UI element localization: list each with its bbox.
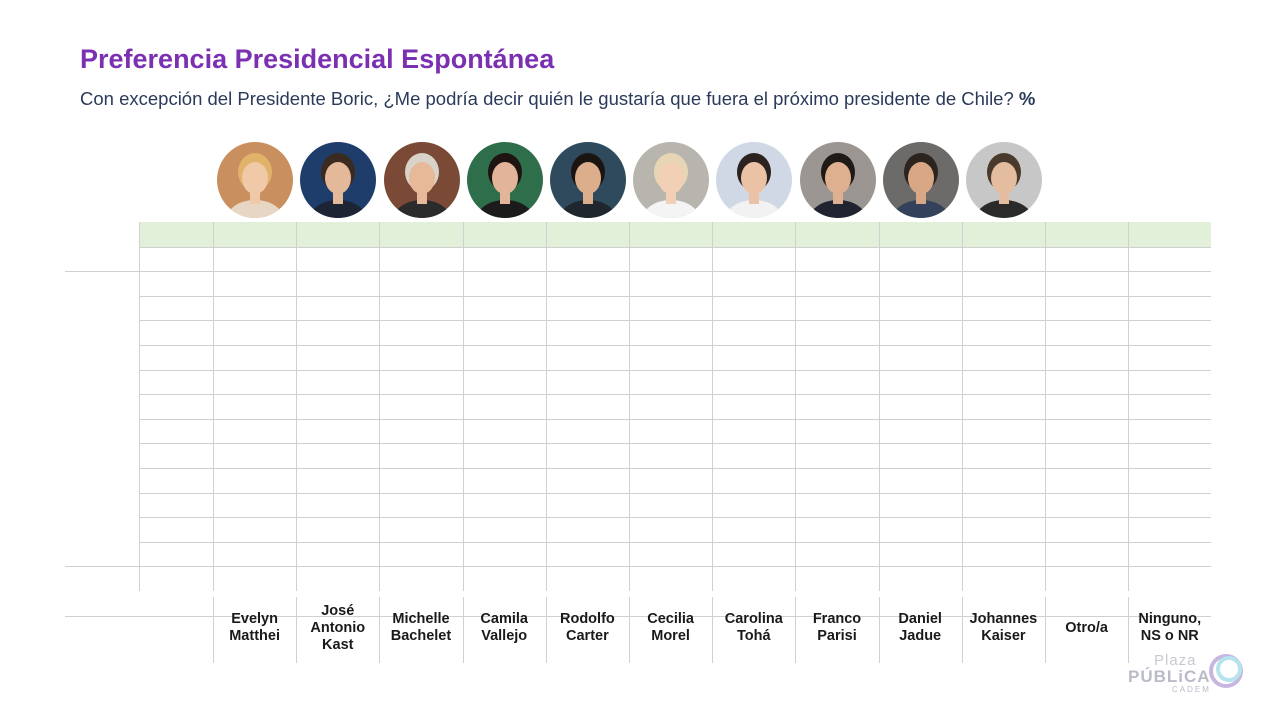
table-cell [213,468,296,492]
table-cell [296,419,379,443]
table-cell [629,493,712,517]
table-cell [296,296,379,320]
table-cell [962,444,1045,468]
table-cell [463,345,546,369]
table-cell [379,222,462,246]
candidate-name-line: Antonio [310,619,366,636]
table-cell [379,321,462,345]
table-cell [296,247,379,271]
table-cell [795,542,878,566]
candidate-name [379,599,462,657]
table-cell [962,468,1045,492]
table-cell [879,296,962,320]
candidate-name-line: Parisi [817,628,857,644]
candidate-name [213,599,296,657]
table-cell [712,222,795,246]
candidate-name-line: Evelyn [231,611,278,627]
candidate-name-text [725,611,783,645]
table-cell [463,567,546,591]
candidate-name [546,599,629,657]
table-cell [629,567,712,591]
table-cell [213,247,296,271]
table-cell [1128,272,1211,296]
table-cell [962,222,1045,246]
table-cell [463,321,546,345]
table-cell [879,222,962,246]
table-cell [213,419,296,443]
table-cell [962,419,1045,443]
row-label [139,395,213,419]
candidate-name-line: Kaiser [981,628,1026,644]
year-group-separator [65,566,139,567]
table-cell [213,395,296,419]
row-label [139,345,213,369]
candidate-name-line: Tohá [736,628,771,644]
candidate-name-text [813,611,861,645]
table-cell [1128,567,1211,591]
table-cell [629,222,712,246]
table-cell [296,321,379,345]
table-cell [463,222,546,246]
candidate-name [879,599,962,657]
table-cell [962,370,1045,394]
table-cell [1045,444,1128,468]
table-cell [213,321,296,345]
table-cell [213,222,296,246]
table-cell [463,444,546,468]
table-cell [879,567,962,591]
table-cell [1045,222,1128,246]
table-cell [712,542,795,566]
table-cell [546,542,629,566]
table-cell [463,247,546,271]
table-cell [1045,468,1128,492]
table-cell [1045,272,1128,296]
row-label [139,321,213,345]
row-label [139,518,213,542]
question-text: Con excepción del Presidente Boric, ¿Me podría decir quién le gustaría que fuera el próximo presidente de Chile? [80,88,1014,109]
table-cell [1045,493,1128,517]
table-cell [213,272,296,296]
table-cell [546,419,629,443]
candidate-name-line: Jadue [899,628,942,644]
candidate-name-line: Camila [480,611,528,627]
table-cell [463,542,546,566]
table-cell [629,345,712,369]
table-cell [629,395,712,419]
table-cell [546,345,629,369]
logo-mark-icon [1208,652,1246,690]
table-cell [962,345,1045,369]
table-cell [379,518,462,542]
table-cell [879,370,962,394]
table-cell [879,518,962,542]
table-cell [1128,444,1211,468]
table-cell [795,222,878,246]
table-cell [546,444,629,468]
table-cell [962,321,1045,345]
table-cell [629,444,712,468]
table-cell [962,247,1045,271]
candidate-name-line: Kast [322,636,354,653]
table-cell [629,296,712,320]
table-cell [795,567,878,591]
table-cell [546,395,629,419]
table-cell [795,321,878,345]
candidate-name-line: Rodolfo [560,611,615,627]
table-cell [795,247,878,271]
table-cell [546,370,629,394]
table-cell [463,395,546,419]
table-cell [795,518,878,542]
table-cell [546,468,629,492]
table-cell [463,419,546,443]
table-cell [1045,542,1128,566]
table-cell [296,222,379,246]
table-cell [712,518,795,542]
table-cell [879,468,962,492]
table-cell [546,518,629,542]
candidate-name-text [898,611,942,645]
row-label [139,419,213,443]
year-label [65,222,139,271]
table-cell [962,395,1045,419]
candidate-name [296,599,379,657]
table-cell [712,247,795,271]
table-cell [962,518,1045,542]
candidate-name [629,599,712,657]
table-cell [296,518,379,542]
row-label [139,444,213,468]
candidate-name-text [1065,620,1108,637]
table-cell [213,370,296,394]
table-cell [962,296,1045,320]
table-cell [795,345,878,369]
table-cell [795,296,878,320]
table-cell [546,272,629,296]
table-cell [379,370,462,394]
table-cell [879,419,962,443]
logo-line-3: CADEM [1172,685,1211,694]
candidate-name-line: Matthei [229,628,280,644]
unit-label: % [1018,88,1036,109]
table-cell [879,493,962,517]
table-cell [463,296,546,320]
table-cell [962,542,1045,566]
table-cell [795,468,878,492]
table-cell [1045,395,1128,419]
table-cell [1045,247,1128,271]
table-cell [795,395,878,419]
table-cell [379,345,462,369]
row-label [139,272,213,296]
table-cell [1045,296,1128,320]
table-cell [1128,419,1211,443]
row-label [139,222,213,246]
table-cell [379,493,462,517]
table-cell [213,518,296,542]
table-cell [712,567,795,591]
table-cell [1128,542,1211,566]
table-cell [1128,247,1211,271]
candidate-name-line: Carter [566,628,609,644]
table-cell [795,444,878,468]
table-cell [712,345,795,369]
row-label [139,542,213,566]
candidate-name-line: Cecilia [647,611,694,627]
table-cell [629,468,712,492]
table-cell [379,567,462,591]
table-cell [1045,518,1128,542]
table-cell [546,493,629,517]
table-cell [213,444,296,468]
table-cell [629,542,712,566]
table-cell [1045,370,1128,394]
candidate-name-line: Johannes [969,611,1038,627]
table-cell [962,567,1045,591]
table-cell [546,567,629,591]
candidate-name [1045,599,1128,657]
table-cell [1128,296,1211,320]
table-cell [379,468,462,492]
table-cell [213,296,296,320]
table-cell [1128,321,1211,345]
candidate-name-line: Daniel [898,611,942,627]
table-cell [879,345,962,369]
table-cell [296,468,379,492]
table-cell [879,247,962,271]
table-cell [795,370,878,394]
candidate-name-line: Michelle [392,611,450,627]
table-cell [463,518,546,542]
table-cell [296,567,379,591]
candidate-name-text [391,611,451,645]
page-title: Preferencia Presidencial Espontánea [80,44,555,74]
candidate-name-text [560,611,615,645]
table-cell [379,444,462,468]
table-cell [795,272,878,296]
table-cell [379,419,462,443]
table-cell [1128,493,1211,517]
row-label [139,370,213,394]
table-cell [879,272,962,296]
table-cell [546,247,629,271]
table-cell [379,296,462,320]
row-label [139,493,213,517]
table-cell [795,419,878,443]
candidate-name-line: José [321,602,355,619]
table-cell [629,321,712,345]
table-cell [213,493,296,517]
year-label [65,271,139,566]
table-cell [712,395,795,419]
table-cell [1045,345,1128,369]
table-cell [712,272,795,296]
candidate-name-text [647,611,694,645]
table-cell [546,222,629,246]
table-cell [879,542,962,566]
table-cell [1128,468,1211,492]
candidate-name-text [970,611,1038,645]
table-cell [629,272,712,296]
candidate-name-line: Otro/a [1065,619,1108,636]
table-cell [712,493,795,517]
candidate-name-line: Carolina [724,611,783,627]
candidate-name [795,599,878,657]
table-cell [1045,321,1128,345]
candidate-name [1128,599,1211,657]
table-cell [213,345,296,369]
table-cell [296,272,379,296]
table-cell [712,321,795,345]
candidate-name-text [480,611,528,645]
logo-line-2: PÚBLiCA [1128,667,1211,686]
candidate-name [463,599,546,657]
table-cell [296,493,379,517]
table-cell [1128,345,1211,369]
row-label [139,296,213,320]
table-cell [296,370,379,394]
table-cell [879,321,962,345]
table-cell [1045,567,1128,591]
table-cell [879,395,962,419]
table-cell [629,518,712,542]
logo-line-1: Plaza [1154,652,1197,669]
plaza-publica-logo [1126,650,1246,698]
row-label [139,468,213,492]
candidate-name-line: Vallejo [481,628,528,644]
candidate-name-line: Bachelet [390,628,452,644]
table-cell [1128,222,1211,246]
table-cell [379,272,462,296]
candidate-name-line: Franco [812,611,862,627]
table-cell [1128,395,1211,419]
table-cell [629,370,712,394]
table-cell [296,345,379,369]
table-cell [463,468,546,492]
table-cell [296,395,379,419]
table-cell [629,247,712,271]
candidate-name [712,599,795,657]
table-cell [546,296,629,320]
table-cell [712,468,795,492]
year-group-separator [65,271,139,272]
table-cell [463,493,546,517]
table-cell [296,444,379,468]
table-cell [795,493,878,517]
candidate-name [962,599,1045,657]
candidate-name-text [1138,611,1201,645]
year-label [65,566,139,615]
table-cell [712,296,795,320]
candidate-name-line: Morel [651,628,690,644]
candidate-name-text [310,603,365,654]
table-cell [379,542,462,566]
table-cell [712,370,795,394]
table-cell [629,419,712,443]
row-label [139,567,213,591]
table-cell [213,567,296,591]
table-cell [463,272,546,296]
table-cell [546,321,629,345]
table-cell [1045,419,1128,443]
candidate-name-line: Ninguno, [1138,611,1202,627]
row-label [139,247,213,271]
table-cell [1128,518,1211,542]
table-cell [296,542,379,566]
table-cell [213,542,296,566]
table-cell [962,493,1045,517]
table-cell [712,444,795,468]
table-cell [712,419,795,443]
table-cell [379,395,462,419]
table-cell [879,444,962,468]
table-cell [962,272,1045,296]
table-cell [463,370,546,394]
table-cell [379,247,462,271]
candidate-name-text [229,611,280,645]
table-cell [1128,370,1211,394]
candidate-name-line: NS o NR [1140,628,1199,644]
